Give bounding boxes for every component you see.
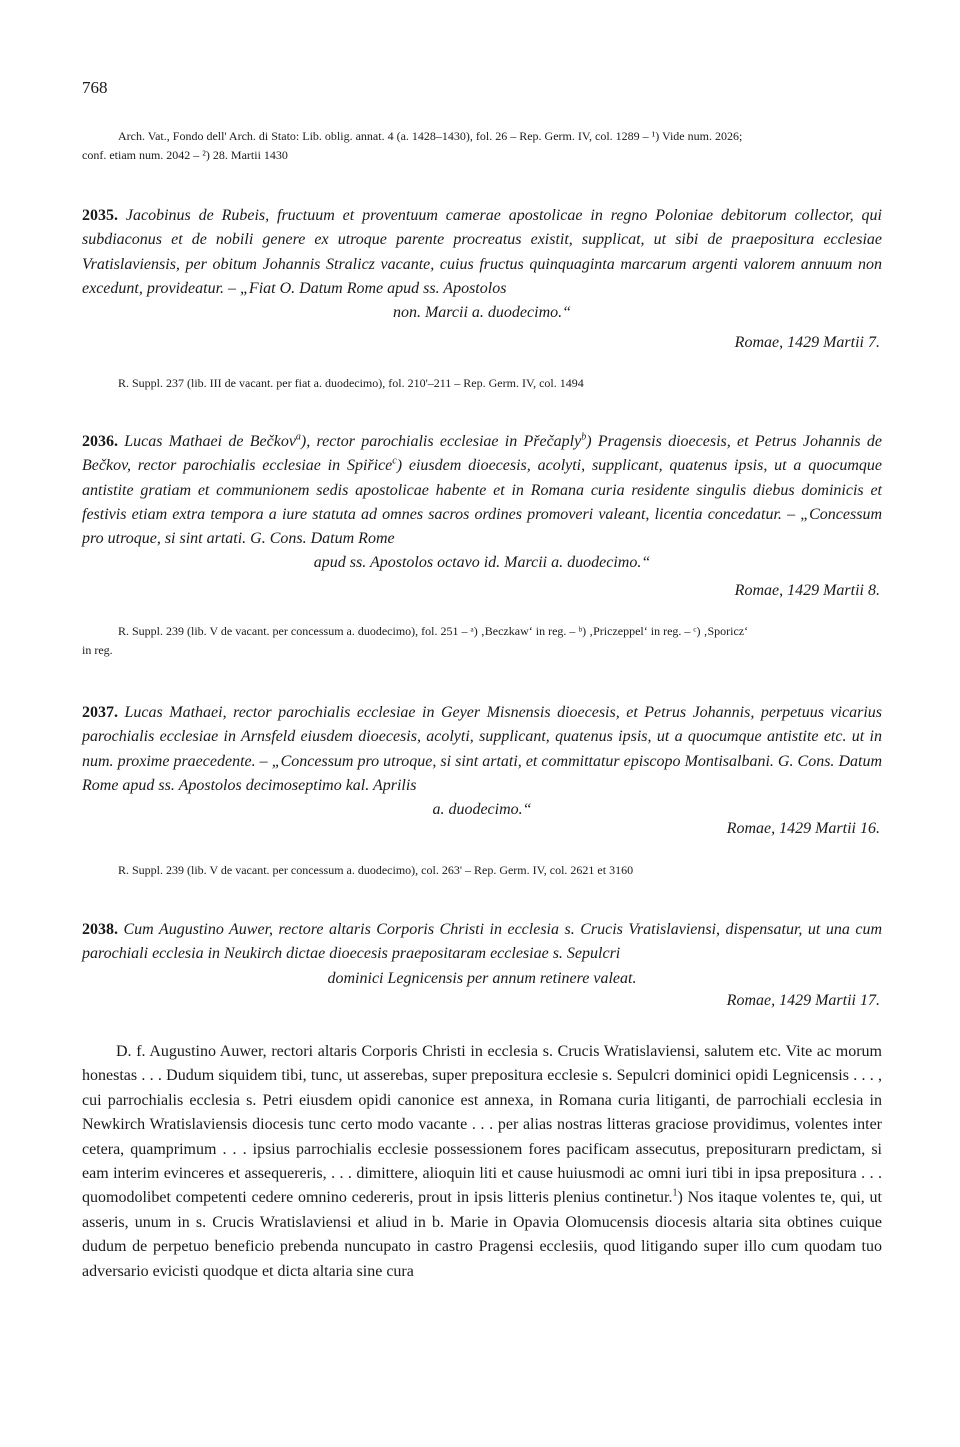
entry-last-line: apud ss. Apostolos octavo id. Marcii a. duodecimo.“ — [313, 554, 651, 572]
entry-text: Lucas Mathaei, rector parochialis ecclesiae in Geyer Misnensis dioecesis, et Petrus Johannis, perpetuus vicarius parochialis ecclesiae in Arnsfeld eiusdem dioecesis, acolyti, supplicant, quatenus ipsis, ut a quocumque antistite etc. ut in num. proxime praecedente. – „Concessum pro utroque, si sint artati, et committatur episcopo Montisalbani. G. Cons. Datum Rome apud ss. Apostolos decimoseptimo kal. Aprilis — [82, 704, 883, 794]
footnote-line: conf. etiam num. 2042 – ²) 28. Martii 1430 — [82, 148, 288, 162]
entry-note — [82, 622, 882, 660]
entry-text: Lucas Mathaei de Bečkov — [124, 433, 296, 450]
footnote-top — [82, 127, 882, 165]
entry-text: Jacobinus de Rubeis, fructuum et proventuum camerae apostolicae in regno Poloniae debitorum collector, qui subdiaconus et de nobili genere ex utroque parente procreatus existit, supplicat, ut sibi de praepositura ecclesiae Vratislaviensis, per obitum Johannis Stralicz vacante, cuius fructus quinquaginta marcarum argenti valorem annuum non excedunt, provideatur. – „Fiat O. Datum Rome apud ss. Apostolos — [82, 207, 882, 297]
entry-date: Romae, 1429 Martii 17. — [726, 992, 880, 1009]
body-text-part: ) Nos itaque volentes te, qui, ut asseris, unum in s. Crucis Wratislaviensi et aliud in b. Marie in Opavia Olomucensis diocesis altaria sita obtines cuique dudum de perpetuo beneficio prebenda nuncupato in castro Pragensi ecclesiis, quod litigando super illo cum quodam tuo adversario evicisti quodque et dicta altaria sine cura — [82, 1189, 882, 1280]
entry-date: Romae, 1429 Martii 7. — [734, 334, 880, 351]
entry-text: Cum Augustino Auwer, rectore altaris Corporis Christi in ecclesia s. Crucis Vratislaviensi, dispensatur, ut una cum parochiali ecclesia in Neukirch dictae dioecesis praepositaram ecclesiae s. Sepulcri — [82, 921, 883, 963]
entry-note-line: R. Suppl. 239 (lib. V de vacant. per concessum a. duodecimo), col. 263' – Rep. Germ. IV, col. 2621 et 3160 — [118, 863, 634, 877]
entry-last-line: dominici Legnicensis per annum retinere valeat. — [327, 969, 637, 987]
entry-number: 2038. — [82, 921, 118, 938]
entry-text: ) Pragensis dioecesis, et Petrus Johannis de Bečkov, rector parochialis ecclesiae in Spiřice — [82, 433, 883, 475]
footnote-marker: c — [392, 455, 397, 467]
page-number: 768 — [82, 78, 108, 97]
document-body-text — [82, 1040, 882, 1284]
entry-last-line: a. duodecimo.“ — [432, 801, 532, 819]
entry-2037 — [82, 701, 882, 822]
body-text-part: D. f. Augustino Auwer, rectori altaris Corporis Christi in ecclesia s. Crucis Wratislaviensi, salutem etc. Vite ac morum honestas . . . Dudum siquidem tibi, tunc, ut asserebas, super prepositura ecclesie s. Sepulcri dominici opidi Legnicensis . . . , cui parrochialis ecclesia s. Petri eiusdem opidi canonice est annexa, in Romana curia litiganti, de parrochiali ecclesia in Newkirch Wratislaviensis diocesis tunc certo modo vacante . . . per alias nostras litteras graciose providimus, volentes inter cetera, quamprimum . . . ipsius parrochialis ecclesie possessionem fores pacificam assecutus, prepositurarn predictam, si eam interim evinceres et assequereris, . . . dimittere, alioquin liti et cause huiusmodi ac omni iuri tibi in ipsa prepositura . . . quomodolibet competenti cedere omnino cedereris, prout in ipsis litteris plenius continetur. — [82, 1043, 882, 1207]
entry-note-line: R. Suppl. 239 (lib. V de vacant. per concessum a. duodecimo), fol. 251 – ᵃ) ‚Beczkaw‘ in reg. – ᵇ) ‚Priczeppel‘ in reg. – ᶜ) ‚Sporicz‘ — [118, 624, 749, 638]
entry-note-line: in reg. — [82, 643, 113, 657]
entry-2035 — [82, 204, 882, 325]
footnote-marker: a — [295, 431, 301, 443]
footnote-line: Arch. Vat., Fondo dell' Arch. di Stato: Lib. oblig. annat. 4 (a. 1428–1430), fol. 26 – Rep. Germ. IV, col. 1289 – ¹) Vide num. 2026; — [118, 129, 743, 143]
entry-date: Romae, 1429 Martii 8. — [734, 582, 880, 599]
entry-number: 2035. — [82, 207, 118, 224]
entry-number: 2037. — [82, 704, 118, 721]
entry-note — [82, 861, 882, 880]
entry-text: ), rector parochialis ecclesiae in Přečaply — [300, 433, 582, 450]
entry-text: ) eiusdem dioecesis, acolyti, supplicant, quatenus ipsis, ut a quocumque antistite gratiam et communionem sedis apostolicae habente et in Romana curia residente singulis diebus dominicis et festivis etiam extra tempora a iure statuta ad omnes sacros ordines promoveri valeant, licentia concedatur. – „Concessum pro utroque, si sint artati. G. Cons. Datum Rome — [82, 457, 883, 548]
entry-last-line: non. Marcii a. duodecimo.“ — [392, 304, 572, 322]
entry-note — [82, 374, 882, 393]
entry-2038 — [82, 918, 882, 991]
footnote-marker: 1 — [672, 1188, 678, 1200]
footnote-marker: b — [581, 431, 587, 443]
entry-note-line: R. Suppl. 237 (lib. III de vacant. per fiat a. duodecimo), fol. 210'–211 – Rep. Germ. IV, col. 1494 — [118, 376, 584, 390]
entry-2036 — [82, 430, 882, 576]
entry-number: 2036. — [82, 433, 118, 450]
entry-date: Romae, 1429 Martii 16. — [726, 820, 880, 837]
